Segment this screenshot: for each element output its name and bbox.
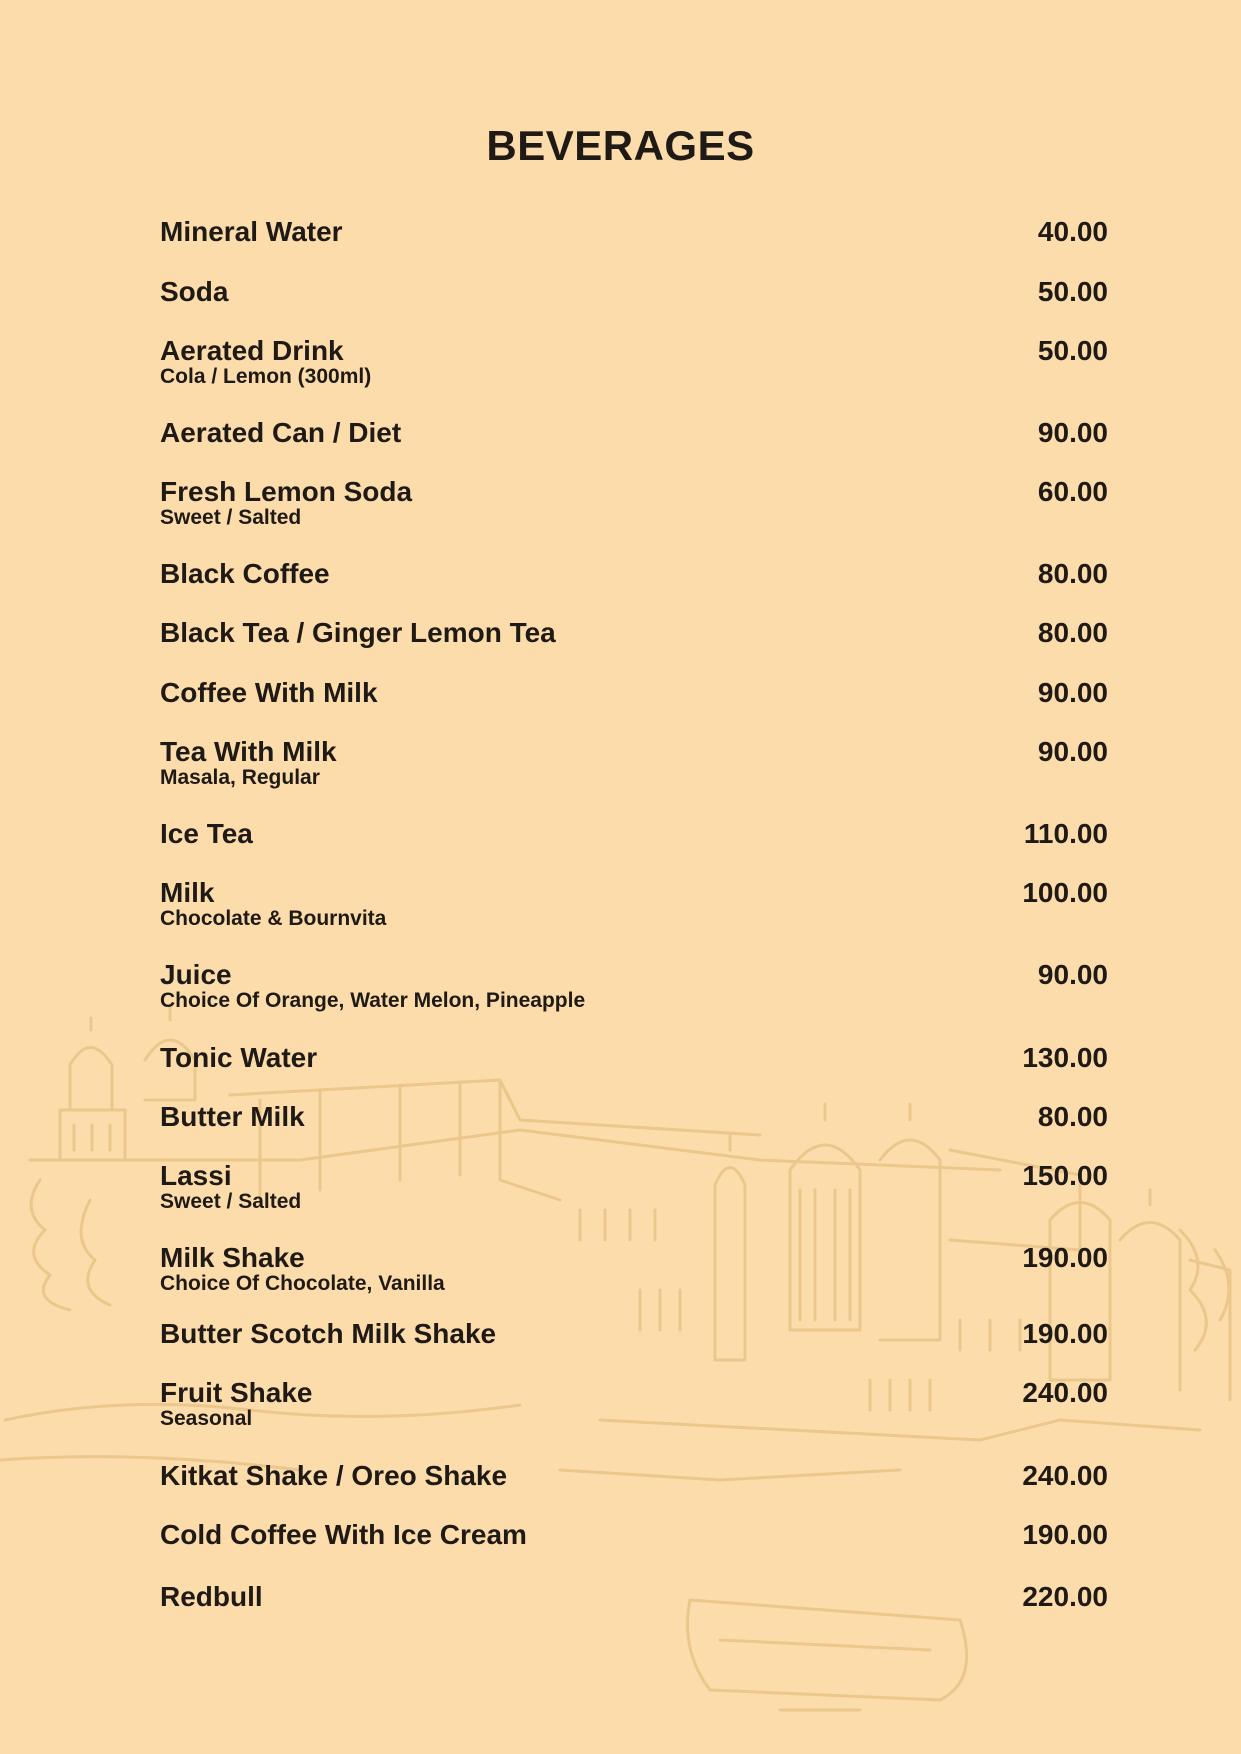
- item-name: Redbull: [160, 1581, 263, 1612]
- item-name: Soda: [160, 276, 229, 307]
- item-name: Kitkat Shake / Oreo Shake: [160, 1460, 508, 1491]
- item-price: 80.00: [1037, 1101, 1108, 1132]
- item-price: 80.00: [1037, 558, 1108, 589]
- item-price: 190.00: [1022, 1318, 1108, 1349]
- item-description: Choice Of Orange, Water Melon, Pineapple: [160, 989, 586, 1012]
- item-name: Milk: [160, 877, 215, 908]
- item-name: Aerated Drink: [160, 335, 344, 366]
- item-price: 90.00: [1037, 736, 1108, 767]
- item-description: Cola / Lemon (300ml): [160, 365, 372, 388]
- item-name: Black Tea / Ginger Lemon Tea: [160, 617, 556, 648]
- item-price: 240.00: [1022, 1377, 1108, 1408]
- page-title: BEVERAGES: [486, 122, 755, 169]
- item-description: Sweet / Salted: [160, 506, 302, 529]
- item-name: Mineral Water: [160, 216, 343, 247]
- item-description: Chocolate & Bournvita: [160, 907, 387, 930]
- item-price: 40.00: [1037, 216, 1108, 247]
- item-name: Tonic Water: [160, 1042, 318, 1073]
- item-price: 90.00: [1037, 677, 1108, 708]
- item-name: Black Coffee: [160, 558, 330, 589]
- item-name: Ice Tea: [160, 818, 253, 849]
- item-price: 190.00: [1022, 1242, 1108, 1273]
- item-name: Lassi: [160, 1160, 232, 1191]
- item-price: 50.00: [1037, 335, 1108, 366]
- item-name: Juice: [160, 959, 232, 990]
- item-name: Fresh Lemon Soda: [160, 476, 413, 507]
- item-price: 110.00: [1023, 818, 1108, 849]
- item-price: 80.00: [1037, 617, 1108, 648]
- item-description: Seasonal: [160, 1407, 253, 1430]
- item-price: 50.00: [1037, 276, 1108, 307]
- item-price: 130.00: [1022, 1042, 1108, 1073]
- item-price: 220.00: [1022, 1581, 1108, 1612]
- item-price: 90.00: [1037, 959, 1108, 990]
- item-name: Tea With Milk: [160, 736, 337, 767]
- item-price: 240.00: [1022, 1460, 1108, 1491]
- item-price: 150.00: [1022, 1160, 1108, 1191]
- item-description: Masala, Regular: [160, 766, 320, 789]
- item-name: Butter Milk: [160, 1101, 305, 1132]
- item-description: Choice Of Chocolate, Vanilla: [160, 1272, 445, 1295]
- item-name: Butter Scotch Milk Shake: [160, 1318, 497, 1349]
- item-price: 190.00: [1022, 1519, 1108, 1550]
- item-price: 90.00: [1037, 417, 1108, 448]
- item-name: Fruit Shake: [160, 1377, 313, 1408]
- item-name: Aerated Can / Diet: [160, 417, 402, 448]
- item-name: Milk Shake: [160, 1242, 305, 1273]
- item-price: 60.00: [1037, 476, 1108, 507]
- item-name: Coffee With Milk: [160, 677, 378, 708]
- item-description: Sweet / Salted: [160, 1190, 302, 1213]
- item-name: Cold Coffee With Ice Cream: [160, 1519, 527, 1550]
- item-price: 100.00: [1022, 877, 1108, 908]
